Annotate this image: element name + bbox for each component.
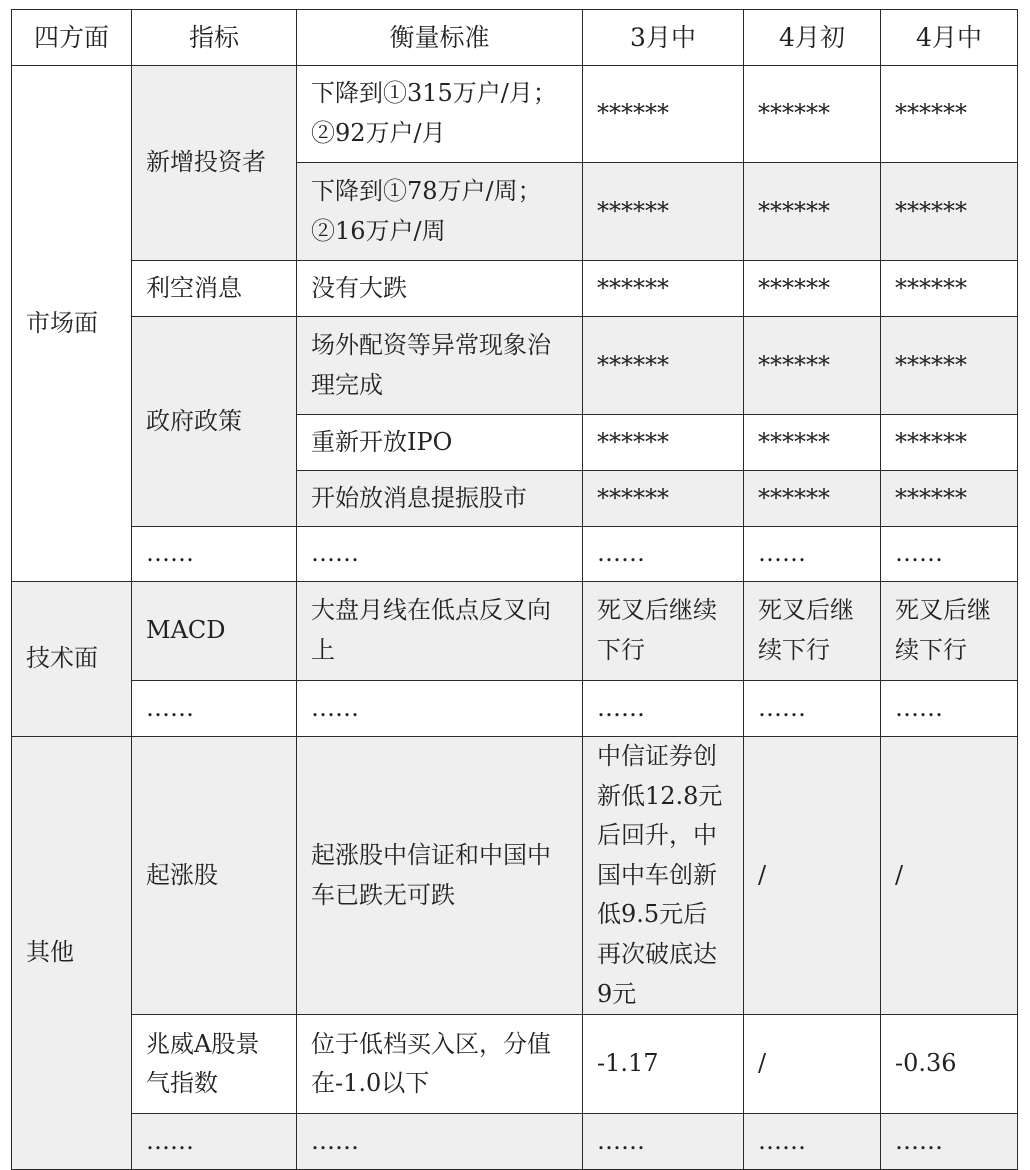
table-row — [12, 582, 1018, 681]
value-cell: …… — [881, 1114, 1018, 1170]
value-cell: / — [744, 737, 881, 1015]
indicator-cell: 新增投资者 — [132, 66, 297, 261]
standard-cell: 起涨股中信证和中国中车已跌无可跌 — [297, 737, 583, 1015]
value-cell: ****** — [583, 415, 744, 471]
indicator-cell: MACD — [132, 582, 297, 681]
value-cell: ****** — [744, 317, 881, 415]
value-cell: ****** — [744, 471, 881, 527]
value-cell: ****** — [583, 66, 744, 163]
header-cell: 4月中 — [881, 10, 1018, 66]
header-row — [12, 10, 1018, 66]
indicator-cell: …… — [132, 681, 297, 737]
standard-cell: 重新开放IPO — [297, 415, 583, 471]
value-cell: -1.17 — [583, 1015, 744, 1114]
value-cell: -0.36 — [881, 1015, 1018, 1114]
indicator-cell: …… — [132, 527, 297, 582]
value-cell: ****** — [881, 163, 1018, 261]
standard-cell: 开始放消息提振股市 — [297, 471, 583, 527]
value-cell: ****** — [881, 317, 1018, 415]
header-cell: 4月初 — [744, 10, 881, 66]
value-cell: ****** — [583, 261, 744, 317]
standard-cell: 下降到①78万户/周；②16万户/周 — [297, 163, 583, 261]
value-cell: ****** — [583, 163, 744, 261]
header-cell: 指标 — [132, 10, 297, 66]
value-cell: / — [881, 737, 1018, 1015]
table-row — [12, 737, 1018, 1015]
standard-cell: …… — [297, 527, 583, 582]
standard-cell: 位于低档买入区，分值在-1.0以下 — [297, 1015, 583, 1114]
value-cell: 中信证券创新低12.8元后回升，中国中车创新低9.5元后再次破底达9元 — [583, 737, 744, 1015]
standard-cell: …… — [297, 1114, 583, 1170]
standard-cell: …… — [297, 681, 583, 737]
table-row — [12, 317, 1018, 415]
section-cell: 市场面 — [12, 66, 132, 582]
value-cell: …… — [583, 681, 744, 737]
assessment-table — [11, 9, 1018, 1170]
standard-cell: 场外配资等异常现象治理完成 — [297, 317, 583, 415]
value-cell: …… — [744, 1114, 881, 1170]
indicator-cell: 起涨股 — [132, 737, 297, 1015]
standard-cell: 大盘月线在低点反叉向上 — [297, 582, 583, 681]
value-cell: ****** — [881, 261, 1018, 317]
table-row — [12, 681, 1018, 737]
header-cell: 四方面 — [12, 10, 132, 66]
value-cell: 死叉后继续下行 — [583, 582, 744, 681]
value-cell: ****** — [744, 261, 881, 317]
value-cell: …… — [881, 527, 1018, 582]
value-cell: ****** — [744, 415, 881, 471]
value-cell: ****** — [881, 471, 1018, 527]
standard-cell: 没有大跌 — [297, 261, 583, 317]
table-row — [12, 261, 1018, 317]
value-cell: ****** — [744, 66, 881, 163]
header-cell: 3月中 — [583, 10, 744, 66]
standard-cell: 下降到①315万户/月；②92万户/月 — [297, 66, 583, 163]
header-cell: 衡量标准 — [297, 10, 583, 66]
indicator-cell: …… — [132, 1114, 297, 1170]
table-row — [12, 527, 1018, 582]
value-cell: …… — [583, 527, 744, 582]
value-cell: 死叉后继续下行 — [744, 582, 881, 681]
section-cell: 其他 — [12, 737, 132, 1170]
indicator-cell: 政府政策 — [132, 317, 297, 527]
value-cell: ****** — [583, 317, 744, 415]
value-cell: ****** — [583, 471, 744, 527]
value-cell: / — [744, 1015, 881, 1114]
value-cell: 死叉后继续下行 — [881, 582, 1018, 681]
value-cell: …… — [881, 681, 1018, 737]
value-cell: …… — [583, 1114, 744, 1170]
table-row — [12, 1114, 1018, 1170]
section-cell: 技术面 — [12, 582, 132, 737]
value-cell: …… — [744, 527, 881, 582]
value-cell: ****** — [881, 66, 1018, 163]
table-row — [12, 1015, 1018, 1114]
value-cell: ****** — [881, 415, 1018, 471]
indicator-cell: 兆威A股景气指数 — [132, 1015, 297, 1114]
indicator-cell: 利空消息 — [132, 261, 297, 317]
value-cell: ****** — [744, 163, 881, 261]
value-cell: …… — [744, 681, 881, 737]
table-row — [12, 66, 1018, 163]
